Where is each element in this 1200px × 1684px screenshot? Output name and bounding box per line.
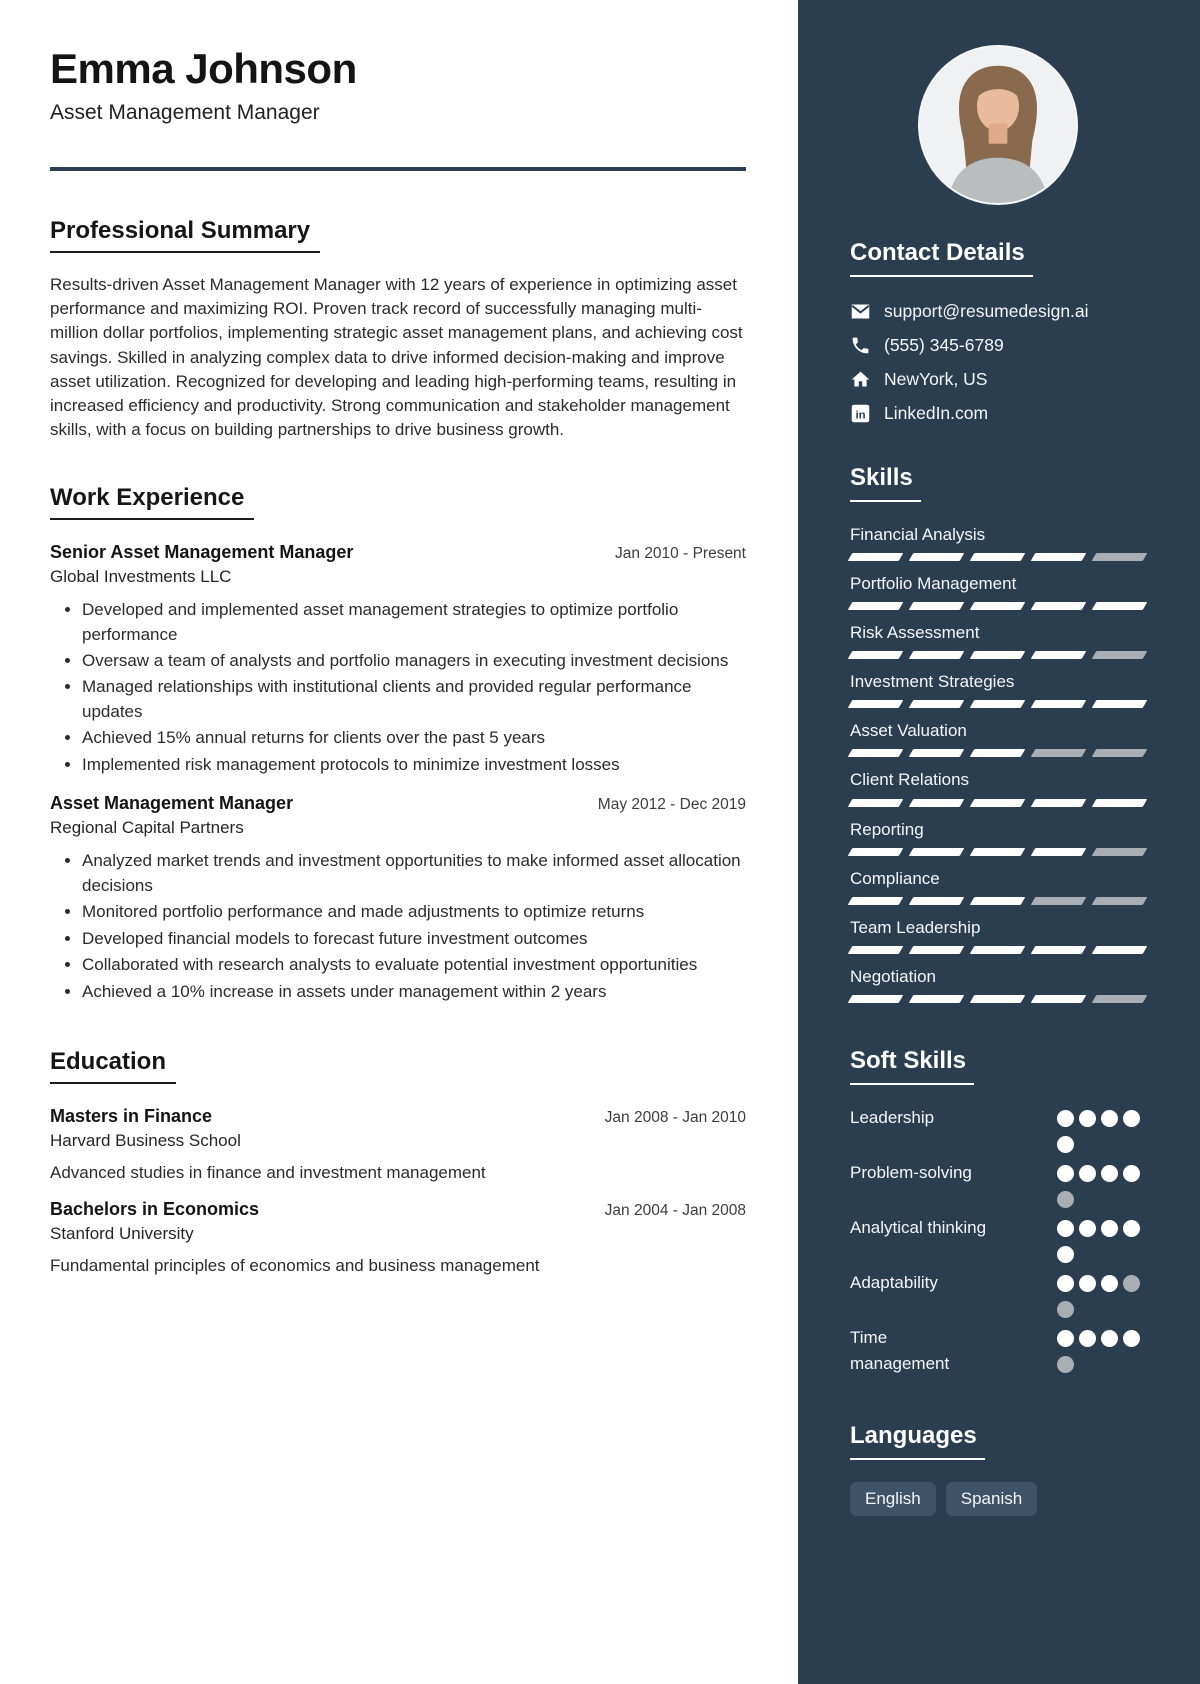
skill-level-bar <box>850 602 1145 610</box>
skill-level-bar <box>850 897 1145 905</box>
skill-bar-segment <box>848 651 904 659</box>
rating-dot <box>1123 1110 1140 1127</box>
job-bullet-list <box>50 849 746 1004</box>
job-bullet: • Achieved a 10% increase in assets under management within 2 years <box>82 980 746 1004</box>
job-entry <box>50 542 746 777</box>
skill-level-bar <box>850 995 1145 1003</box>
education-school: Harvard Business School <box>50 1131 241 1151</box>
contact-text: support@resumedesign.ai <box>884 301 1089 321</box>
skill-item <box>850 524 1145 561</box>
skill-item <box>850 819 1145 856</box>
skill-bar-segment <box>1092 749 1148 757</box>
education-degree: Masters in Finance <box>50 1106 213 1127</box>
skill-bar-segment <box>909 553 965 561</box>
skill-level-bar <box>850 799 1145 807</box>
job-company: Regional Capital Partners <box>50 818 244 838</box>
soft-skill-item <box>850 1215 1145 1263</box>
home-icon <box>850 369 871 390</box>
skill-bar-segment <box>848 602 904 610</box>
skill-bar-segment <box>909 848 965 856</box>
rating-dot <box>1057 1165 1074 1182</box>
skill-bar-segment <box>970 749 1026 757</box>
education-list <box>50 1106 746 1276</box>
skill-bar-segment <box>1092 651 1148 659</box>
education-entry-header <box>50 1199 746 1220</box>
skill-name: Negotiation <box>850 966 937 986</box>
skill-bar-segment <box>970 700 1026 708</box>
education-entry <box>50 1199 746 1276</box>
skill-name: Reporting <box>850 819 924 839</box>
candidate-name: Emma Johnson <box>50 45 357 92</box>
job-entry <box>50 793 746 1004</box>
education-degree: Bachelors in Economics <box>50 1199 260 1220</box>
rating-dot <box>1057 1136 1074 1153</box>
skill-bar-segment <box>909 700 965 708</box>
skill-bar-segment <box>909 602 965 610</box>
header-divider <box>50 167 746 171</box>
skill-name: Client Relations <box>850 770 970 790</box>
skill-bar-segment <box>1031 848 1087 856</box>
contact-details-heading: Contact Details <box>850 239 1033 277</box>
languages-heading: Languages <box>850 1422 985 1460</box>
sidebar <box>798 0 1200 1684</box>
soft-skill-rating <box>1057 1325 1145 1378</box>
rating-dot <box>1057 1220 1074 1237</box>
soft-skill-rating <box>1057 1105 1145 1153</box>
skill-level-bar <box>850 700 1145 708</box>
education-description: Advanced studies in finance and investment management <box>50 1163 486 1183</box>
skill-bar-segment <box>1031 700 1087 708</box>
skill-name: Investment Strategies <box>850 672 1015 692</box>
skill-bar-segment <box>1092 799 1148 807</box>
rating-dot <box>1123 1165 1140 1182</box>
skill-bar-segment <box>970 602 1026 610</box>
skill-bar-segment <box>909 749 965 757</box>
skill-bar-segment <box>1092 700 1148 708</box>
soft-skill-rating <box>1057 1160 1145 1208</box>
job-dates: May 2012 - Dec 2019 <box>597 796 746 814</box>
skill-level-bar <box>850 749 1145 757</box>
summary-text: Results-driven Asset Management Manager with 12 years of experience in optimizing asset performance and maximizing ROI. Proven track record of successfully managing multi-million dollar portfolios, implementing strategic asset management plans, and achieving cost savings. Skilled in analyzing complex data to drive informed decision-making and improve asset utilization. Recognized for developing and leading high-performing teams, resulting in increased efficiency and productivity. Strong communication and stakeholder management skills, with a focus on building partnerships to drive business growth. <box>50 275 743 439</box>
skill-bar-segment <box>1092 995 1148 1003</box>
rating-dot <box>1101 1330 1118 1347</box>
soft-skill-name: Leadership <box>850 1107 935 1127</box>
skills-heading: Skills <box>850 464 921 502</box>
skill-bar-segment <box>1092 602 1148 610</box>
skill-bar-segment <box>1092 848 1148 856</box>
skill-name: Asset Valuation <box>850 721 967 741</box>
skill-bar-segment <box>970 651 1026 659</box>
rating-dot <box>1101 1165 1118 1182</box>
skill-item <box>850 720 1145 757</box>
work-experience-section <box>50 484 746 1004</box>
skill-item <box>850 622 1145 659</box>
soft-skill-name: Time management <box>850 1327 950 1374</box>
job-list <box>50 542 746 1004</box>
skill-name: Team Leadership <box>850 917 981 937</box>
rating-dot <box>1123 1220 1140 1237</box>
job-bullet: • Developed financial models to forecast future investment outcomes <box>82 927 746 951</box>
rating-dot <box>1057 1110 1074 1127</box>
skill-item <box>850 769 1145 806</box>
rating-dot <box>1101 1275 1118 1292</box>
contact-text: NewYork, US <box>884 369 988 389</box>
job-bullet: • Achieved 15% annual returns for clients over the past 5 years <box>82 726 746 750</box>
skill-bar-segment <box>1092 553 1148 561</box>
skill-bar-segment <box>1031 897 1087 905</box>
education-dates: Jan 2008 - Jan 2010 <box>604 1109 746 1127</box>
skill-name: Financial Analysis <box>850 525 986 544</box>
soft-skill-rating <box>1057 1270 1145 1318</box>
rating-dot <box>1057 1330 1074 1347</box>
job-bullet: • Monitored portfolio performance and made adjustments to optimize returns <box>82 900 746 924</box>
skill-level-bar <box>850 651 1145 659</box>
contact-list <box>850 301 1145 424</box>
education-heading: Education <box>50 1048 176 1084</box>
job-bullet: • Implemented risk management protocols to minimize investment losses <box>82 753 746 777</box>
job-title: Senior Asset Management Manager <box>50 542 354 563</box>
languages-section <box>850 1422 1145 1516</box>
skill-level-bar <box>850 553 1145 561</box>
skill-bar-segment <box>1031 946 1087 954</box>
professional-summary-section <box>50 217 746 442</box>
candidate-job-title: Asset Management Manager <box>50 101 320 125</box>
rating-dot <box>1079 1330 1096 1347</box>
skill-bar-segment <box>848 848 904 856</box>
rating-dot <box>1079 1110 1096 1127</box>
soft-skill-name: Analytical thinking <box>850 1217 987 1237</box>
soft-skill-name: Adaptability <box>850 1272 938 1292</box>
rating-dot <box>1079 1220 1096 1237</box>
job-bullet: • Analyzed market trends and investment opportunities to make informed asset allocation decisions <box>82 849 746 898</box>
rating-dot <box>1079 1165 1096 1182</box>
skill-bar-segment <box>970 946 1026 954</box>
job-entry-header <box>50 793 746 814</box>
rating-dot <box>1123 1275 1140 1292</box>
skills-list <box>850 524 1145 1003</box>
skill-bar-segment <box>909 897 965 905</box>
skill-bar-segment <box>909 651 965 659</box>
rating-dot <box>1057 1301 1074 1318</box>
skill-bar-segment <box>909 995 965 1003</box>
education-description: Fundamental principles of economics and business management <box>50 1256 540 1276</box>
skill-bar-segment <box>1031 602 1087 610</box>
rating-dot <box>1123 1330 1140 1347</box>
language-chip: Spanish <box>946 1482 1037 1516</box>
skill-name: Portfolio Management <box>850 574 1017 594</box>
skill-bar-segment <box>848 897 904 905</box>
skill-bar-segment <box>1031 749 1087 757</box>
language-chip: English <box>850 1482 936 1516</box>
work-experience-heading: Work Experience <box>50 484 254 520</box>
rating-dot <box>1057 1356 1074 1373</box>
soft-skill-item <box>850 1105 1145 1153</box>
skill-bar-segment <box>848 553 904 561</box>
contact-text: LinkedIn.com <box>884 403 989 423</box>
soft-skill-item <box>850 1270 1145 1318</box>
phone-icon <box>850 335 871 356</box>
skill-item <box>850 671 1145 708</box>
skill-item <box>850 573 1145 610</box>
job-bullet: • Oversaw a team of analysts and portfolio managers in executing investment decisions <box>82 649 746 673</box>
job-bullet: • Managed relationships with institutional clients and provided regular performance updates <box>82 675 746 724</box>
education-school: Stanford University <box>50 1224 194 1244</box>
skill-item <box>850 868 1145 905</box>
soft-skill-rating <box>1057 1215 1145 1263</box>
job-bullet: • Collaborated with research analysts to evaluate potential investment opportunities <box>82 953 746 977</box>
education-dates: Jan 2004 - Jan 2008 <box>604 1202 746 1220</box>
skill-item <box>850 966 1145 1003</box>
rating-dot <box>1057 1191 1074 1208</box>
job-bullet: • Developed and implemented asset management strategies to optimize portfolio performance <box>82 598 746 647</box>
job-company: Global Investments LLC <box>50 567 232 587</box>
education-section <box>50 1048 746 1276</box>
rating-dot <box>1101 1220 1118 1237</box>
profile-photo <box>918 45 1078 205</box>
skill-bar-segment <box>909 799 965 807</box>
skill-bar-segment <box>848 749 904 757</box>
contact-item[interactable] <box>850 403 1145 424</box>
contact-details-section <box>850 239 1145 424</box>
skill-bar-segment <box>848 799 904 807</box>
linkedin-icon <box>850 403 871 424</box>
contact-item <box>850 335 1145 356</box>
job-dates: Jan 2010 - Present <box>615 545 746 563</box>
education-entry <box>50 1106 746 1183</box>
skill-bar-segment <box>970 995 1026 1003</box>
job-bullet-list <box>50 598 746 777</box>
rating-dot <box>1057 1246 1074 1263</box>
skill-level-bar <box>850 848 1145 856</box>
skill-bar-segment <box>970 848 1026 856</box>
skill-level-bar <box>850 946 1145 954</box>
soft-skills-list <box>850 1105 1145 1378</box>
soft-skill-item <box>850 1325 1145 1378</box>
skill-bar-segment <box>909 946 965 954</box>
rating-dot <box>1079 1275 1096 1292</box>
skill-bar-segment <box>848 700 904 708</box>
education-entry-header <box>50 1106 746 1127</box>
profile-photo-illustration <box>920 47 1076 203</box>
skill-bar-segment <box>848 946 904 954</box>
skill-bar-segment <box>1092 897 1148 905</box>
email-icon <box>850 301 871 322</box>
soft-skills-section <box>850 1047 1145 1378</box>
contact-item[interactable] <box>850 301 1145 322</box>
soft-skill-name: Problem-solving <box>850 1162 972 1182</box>
skill-item <box>850 917 1145 954</box>
svg-text:in: in <box>855 409 866 422</box>
skill-bar-segment <box>1092 946 1148 954</box>
skill-bar-segment <box>970 799 1026 807</box>
soft-skill-item <box>850 1160 1145 1208</box>
rating-dot <box>1101 1110 1118 1127</box>
skill-bar-segment <box>848 995 904 1003</box>
contact-item <box>850 369 1145 390</box>
skill-bar-segment <box>1031 553 1087 561</box>
skill-bar-segment <box>1031 651 1087 659</box>
soft-skills-heading: Soft Skills <box>850 1047 974 1085</box>
skill-bar-segment <box>970 897 1026 905</box>
contact-text: (555) 345-6789 <box>884 335 1004 355</box>
skill-name: Compliance <box>850 868 940 888</box>
skills-section <box>850 464 1145 1003</box>
skill-bar-segment <box>970 553 1026 561</box>
languages-list <box>850 1482 1145 1516</box>
skill-name: Risk Assessment <box>850 623 980 643</box>
job-entry-header <box>50 542 746 563</box>
job-title: Asset Management Manager <box>50 793 294 814</box>
summary-heading: Professional Summary <box>50 217 320 253</box>
rating-dot <box>1057 1275 1074 1292</box>
skill-bar-segment <box>1031 995 1087 1003</box>
skill-bar-segment <box>1031 799 1087 807</box>
